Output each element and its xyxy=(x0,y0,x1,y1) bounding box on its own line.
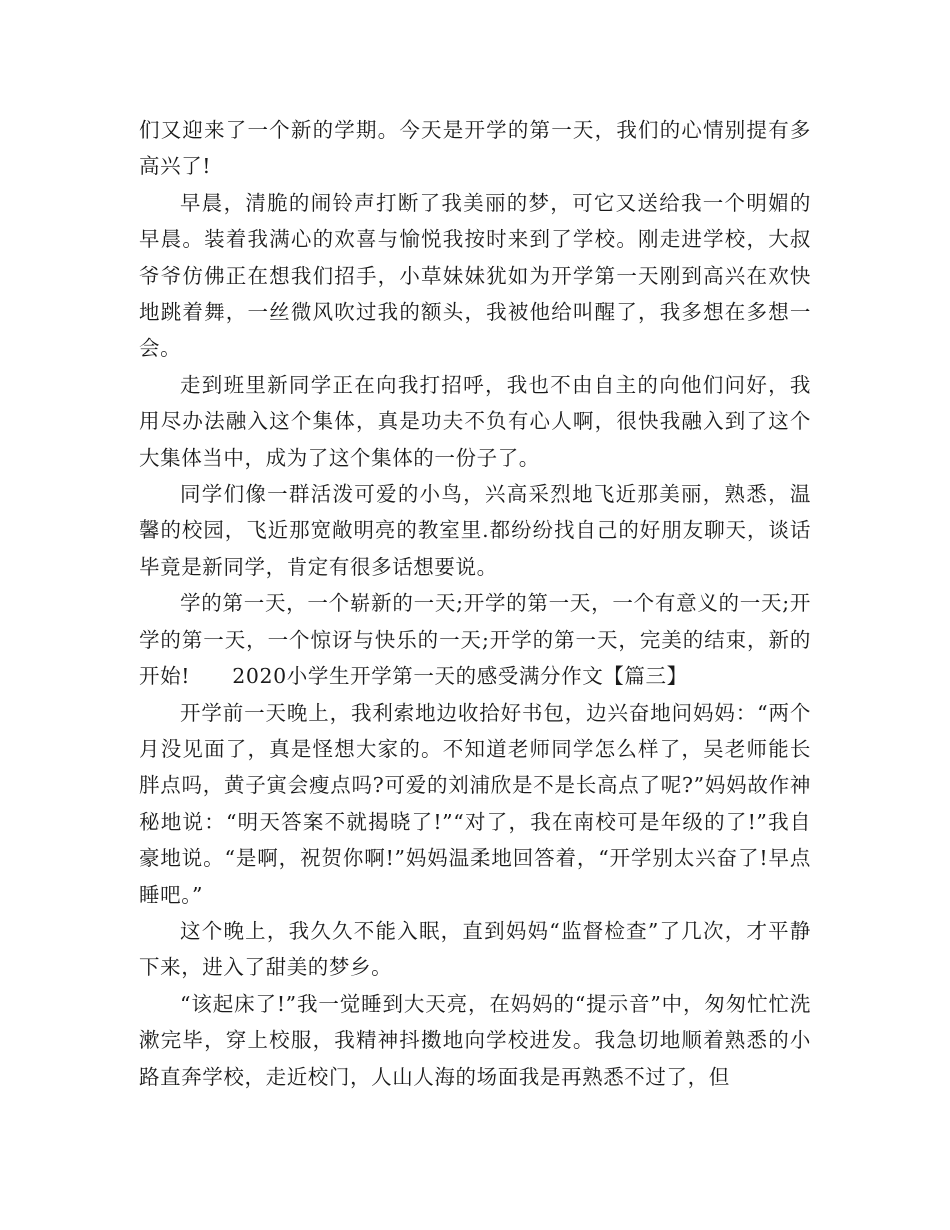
paragraph-3: 走到班里新同学正在向我打招呼，我也不由自主的向他们问好，我用尽办法融入这个集体，真是功夫不负有心人啊，很快我融入到了这个大集体当中，成为了这个集体的一份子了。 xyxy=(139,372,811,470)
paragraph-7: 这个晚上，我久久不能入眠，直到妈妈“监督检查”了几次，才平静下来，进入了甜美的梦乡。 xyxy=(139,918,811,980)
document-body xyxy=(139,112,811,1095)
paragraph-5: 学的第一天，一个崭新的一天;开学的第一天，一个有意义的一天;开学的第一天，一个惊讶与快乐的一天;开学的第一天，完美的结束，新的开始! 2020小学生开学第一天的感受满分作文【篇三】 xyxy=(139,591,811,689)
paragraph-6: 开学前一天晚上，我利索地边收拾好书包，边兴奋地问妈妈：“两个月没见面了，真是怪想大家的。不知道老师同学怎么样了，吴老师能长胖点吗，黄子寅会瘦点吗?可爱的刘浦欣是不是长高点了呢?”妈妈故作神秘地说：“明天答案不就揭晓了!”“对了，我在南校可是年级的了!”我自豪地说。“是啊，祝贺你啊!”妈妈温柔地回答着，“开学别太兴奋了!早点睡吧。” xyxy=(139,700,811,907)
paragraph-4: 同学们像一群活泼可爱的小鸟，兴高采烈地飞近那美丽，熟悉，温馨的校园，飞近那宽敞明亮的教室里.都纷纷找自己的好朋友聊天，谈话毕竟是新同学，肯定有很多话想要说。 xyxy=(139,482,811,579)
paragraph-8: “该起床了!”我一觉睡到大天亮，在妈妈的“提示音”中，匆匆忙忙洗漱完毕，穿上校服，我精神抖擞地向学校进发。我急切地顺着熟悉的小路直奔学校，走近校门，人山人海的场面我是再熟悉不过了，但 xyxy=(139,991,811,1089)
paragraph-1: 们又迎来了一个新的学期。今天是开学的第一天，我们的心情别提有多高兴了! xyxy=(139,118,811,179)
paragraph-2: 早晨，清脆的闹铃声打断了我美丽的梦，可它又送给我一个明媚的早晨。装着我满心的欢喜与愉悦我按时来到了学校。刚走进学校，大叔爷爷仿佛正在想我们招手，小草妹妹犹如为开学第一天刚到高兴在欢快地跳着舞，一丝微风吹过我的额头，我被他给叫醒了，我多想在多想一会。 xyxy=(139,190,811,361)
